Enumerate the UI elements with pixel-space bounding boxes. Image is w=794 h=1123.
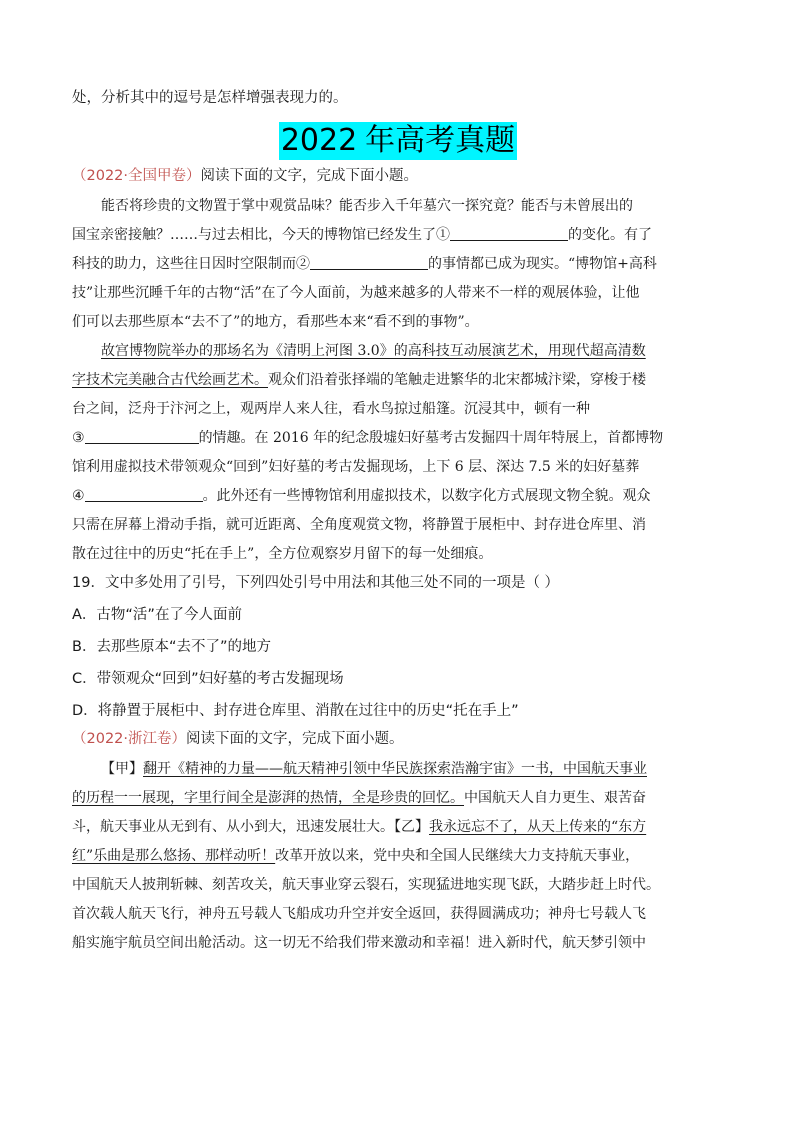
question-19: 19．文中多处用了引号，下列四处引号中用法和其他三处不同的一项是（ ） xyxy=(72,575,560,591)
section-title xyxy=(279,122,517,160)
instruction: 阅读下面的文字，完成下面小题。 xyxy=(200,168,419,184)
answer-blank-3[interactable] xyxy=(85,429,199,444)
underlined-sentence: 翻开《精神的力量——航天精神引领中华民族探索浩瀚宇宙》一书，中国航天事业 xyxy=(143,761,647,777)
passage-line: ④ 。此外还有一些博物馆利用虚拟技术，以数字化方式展现文物全貌。观众 xyxy=(72,488,651,504)
answer-blank-1[interactable] xyxy=(450,226,568,241)
underlined-sentence: 字技术完美融合古代绘画艺术。 xyxy=(72,372,268,388)
answer-blank-2[interactable] xyxy=(310,255,428,270)
passage-line: 红”乐曲是那么悠扬、那样动听！改革开放以来，党中央和全国人民继续大力支持航天事业， xyxy=(72,848,640,864)
passage-line: 字技术完美融合古代绘画艺术。观众们沿着张择端的笔触走进繁华的北宋都城汴梁，穿梭于楼 xyxy=(72,372,646,388)
passage-line: ③ 的情趣。在 2016 年的纪念殷墟妇好墓考古发掘四十周年特展上，首都博物 xyxy=(72,430,664,446)
passage-line: 能否将珍贵的文物置于掌中观赏品味？能否步入千年墓穴一探究竟？能否与未曾展出的 xyxy=(101,198,633,214)
instruction: 阅读下面的文字，完成下面小题。 xyxy=(186,731,404,747)
passage-line: 台之间，泛舟于汴河之上，观两岸人来人往，看水鸟掠过船篷。沉浸其中，顿有一种 xyxy=(72,401,590,417)
marker-jia: 【甲】 xyxy=(101,761,143,777)
passage-line: 首次载人航天飞行，神舟五号载人飞船成功升空并安全返回，获得圆满成功；神舟七号载人飞 xyxy=(72,906,646,922)
option-a[interactable]: A．古物“活”在了今人面前 xyxy=(72,607,242,623)
section-heading xyxy=(72,122,724,160)
intro-line: 处，分析其中的逗号是怎样增强表现力的。 xyxy=(72,90,348,106)
passage-line: 只需在屏幕上滑动手指，就可近距离、全角度观赏文物，将静置于展柜中、封存进仓库里、消 xyxy=(72,517,646,533)
option-b[interactable]: B．去那些原本“去不了”的地方 xyxy=(72,639,271,655)
exam-source: （2022·浙江卷） xyxy=(72,731,187,747)
question-header-1 xyxy=(72,166,724,186)
passage-line: 斗，航天事业从无到有、从小到大，迅速发展壮大。【乙】我永远忘不了，从天上传来的“东方 xyxy=(72,819,647,835)
option-d[interactable]: D．将静置于展柜中、封存进仓库里、消散在过往中的历史“托在手上” xyxy=(72,703,519,719)
passage-line: 国宝亲密接触？……与过去相比，今天的博物馆已经发生了① 的变化。有了 xyxy=(72,227,652,243)
exam-source: （2022·全国甲卷） xyxy=(72,168,201,184)
passage-line: 中国航天人披荆斩棘、刻苦攻关，航天事业穿云裂石，实现猛进地实现飞跃，大踏步赶上时代。 xyxy=(72,877,660,893)
option-c[interactable]: C．带领观众“回到”妇好墓的考古发掘现场 xyxy=(72,671,344,687)
passage-line: 馆利用虚拟技术带领观众“回到”妇好墓的考古发掘现场，上下 6 层、深达 7.5 米的妇好墓葬 xyxy=(72,459,640,475)
underlined-sentence: 红”乐曲是那么悠扬、那样动听！ xyxy=(72,848,276,864)
underlined-sentence: 我永远忘不了，从天上传来的“东方 xyxy=(429,819,647,835)
passage-1-paragraph-2 xyxy=(72,341,724,564)
passage-line: 散在过往中的历史“托在手上”，全方位观察岁月留下的每一处细痕。 xyxy=(72,546,493,562)
answer-blank-4[interactable] xyxy=(85,487,203,502)
passage-line xyxy=(72,759,724,779)
passage-line: 的历程一一展现，字里行间全是澎湃的热情，全是珍贵的回忆。中国航天人自力更生、艰苦奋 xyxy=(72,790,646,806)
passage-line: 们可以去那些原本“去不了”的地方，看那些本来“看不到的事物”。 xyxy=(72,314,479,330)
document-page xyxy=(72,88,724,962)
passage-2-paragraph-1 xyxy=(72,759,724,953)
section-title-text: 年高考真题 xyxy=(365,123,516,158)
underlined-sentence: 的历程一一展现，字里行间全是澎湃的热情，全是珍贵的回忆。 xyxy=(72,790,464,806)
passage-line: 科技的助力，这些往日因时空限制而② 的事情都已成为现实。“博物馆+高科 xyxy=(72,256,657,272)
passage-line: 船实施宇航员空间出舱活动。这一切无不给我们带来激动和幸福！进入新时代，航天梦引领中 xyxy=(72,935,646,951)
passage-line: 技”让那些沉睡千年的古物“活”在了今人面前，为越来越多的人带来不一样的观展体验，让他 xyxy=(72,285,640,301)
passage-1-paragraph-1 xyxy=(72,196,724,332)
question-header-2 xyxy=(72,729,724,749)
section-year: 2022 xyxy=(280,123,358,158)
underlined-sentence: 故宫博物院举办的那场名为《清明上河图 3.0》的高科技互动展演艺术，用现代超高清数 xyxy=(101,343,646,359)
